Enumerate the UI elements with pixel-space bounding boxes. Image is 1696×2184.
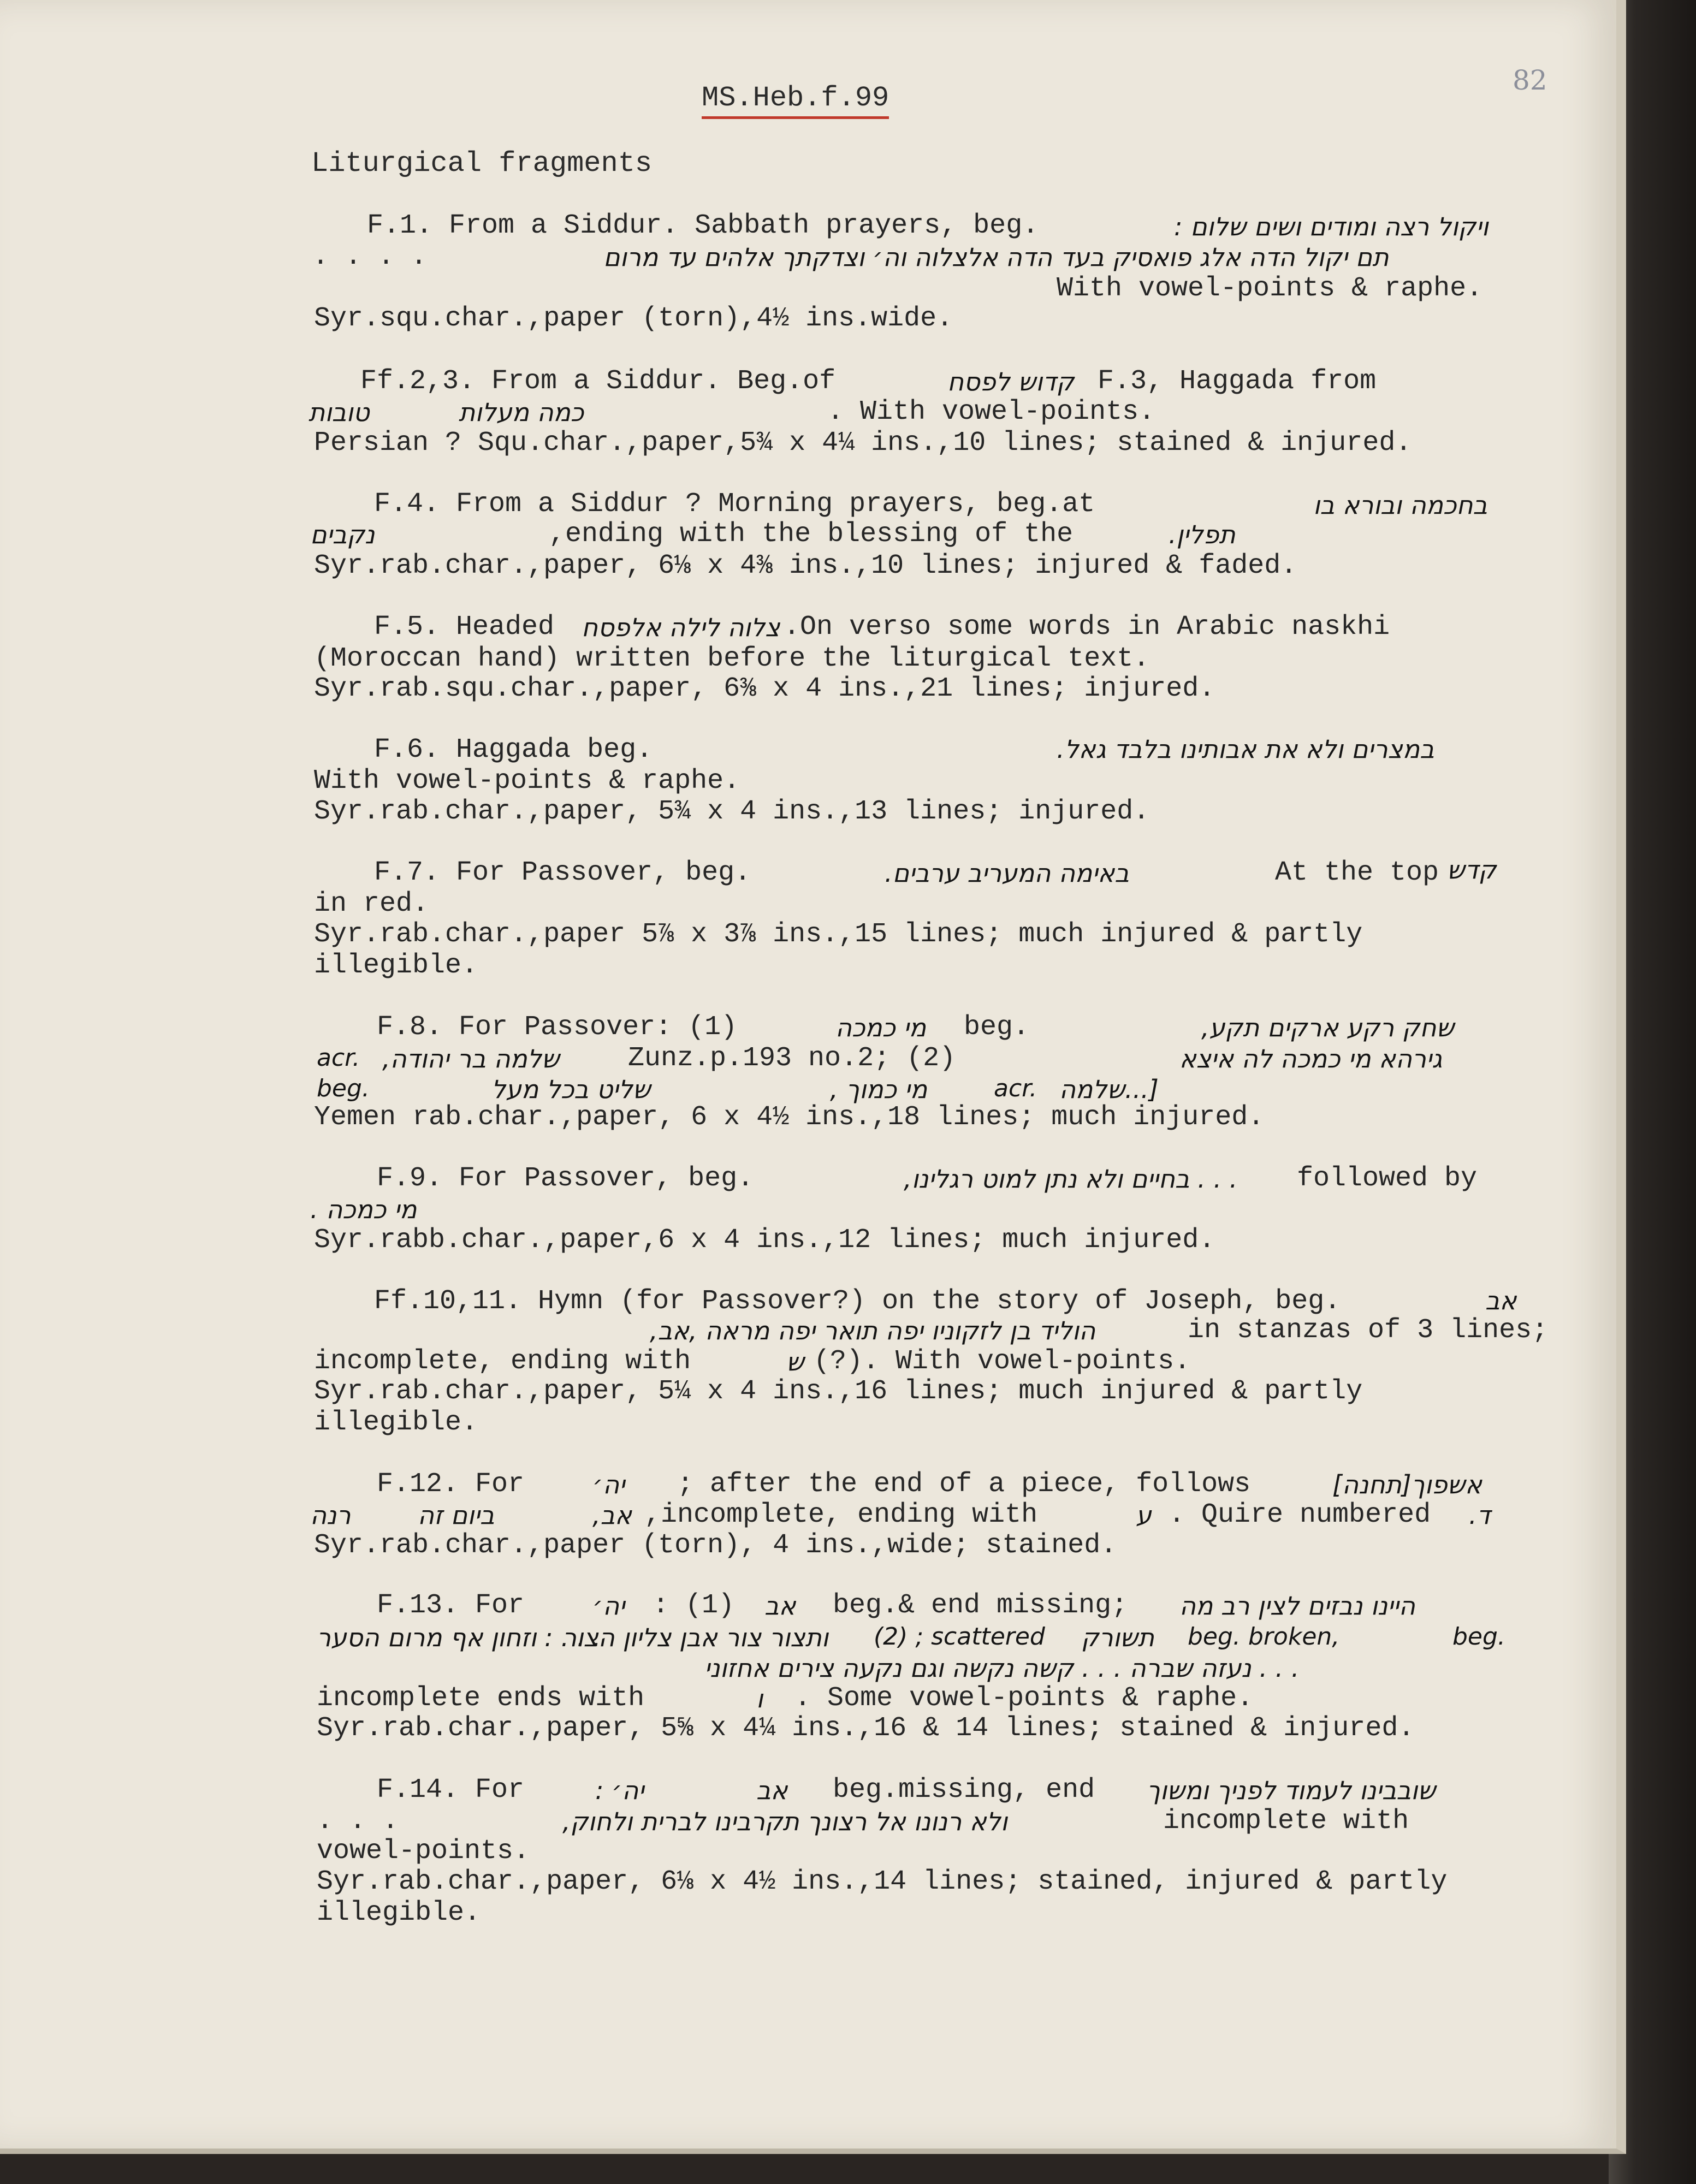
entry-f1-hebrew1: ויקול רצה ומודים ושים שלום : xyxy=(1174,212,1489,241)
entry-f6-hebrew1: במצרים ולא את אבותינו בלבד גאל. xyxy=(1057,734,1434,764)
entry-f12-line1a: F.12. For xyxy=(377,1469,525,1500)
entry-f12-hebrew5: אב, xyxy=(592,1500,632,1530)
entry-f23-line1b: F.3, Haggada from xyxy=(1098,366,1377,397)
entry-f13-line1c: beg.& end missing; xyxy=(833,1590,1128,1621)
entry-f12-hebrew7: ד. xyxy=(1469,1500,1491,1530)
entry-f12-line3: Syr.rab.char.,paper (torn), 4 ins.,wide; stained. xyxy=(314,1530,1117,1561)
entry-f14-dots: . . . xyxy=(317,1806,399,1837)
entry-f9-line2: Syr.rabb.char.,paper,6 x 4 ins.,12 lines; much injured. xyxy=(314,1225,1215,1256)
entry-f1011-line4: Syr.rab.char.,paper, 5¼ x 4 ins.,16 lines; much injured & partly xyxy=(314,1376,1363,1407)
entry-f12-hebrew6: ע xyxy=(1136,1500,1152,1530)
entry-f1011-line5: illegible. xyxy=(314,1407,478,1438)
entry-f8-line1a: F.8. For Passover: (1) xyxy=(377,1012,738,1043)
entry-f14-line5: illegible. xyxy=(317,1897,481,1928)
entry-f4-hebrew1: בחכמה ובורא בו xyxy=(1313,490,1488,520)
entry-f23-line2: . With vowel-points. xyxy=(827,396,1155,428)
entry-f9-hebrew1: . . . בחיים ולא נתן למוט רגלינו, xyxy=(904,1164,1238,1194)
entry-f13-hebrew2: אב xyxy=(764,1591,796,1621)
entry-f13-hebrew7: . . . נעזה שברה . . . קשה נקשה וגם נקעה צירים אחזוני xyxy=(704,1653,1300,1683)
entry-f4-line3: Syr.rab.char.,paper, 6⅛ x 4⅜ ins.,10 lines; injured & faded. xyxy=(314,550,1297,581)
entry-f12-hebrew1: יה׳ xyxy=(592,1470,625,1499)
entry-f7-line1b: At the top xyxy=(1275,857,1439,888)
entry-f13-line1a: F.13. For xyxy=(377,1590,525,1621)
entry-f14-hebrew4: ולא רנונו אל רצונך תקרבינו לברית ולחוק, xyxy=(562,1807,1008,1836)
entry-f7-line3: Syr.rab.char.,paper 5⅞ x 3⅞ ins.,15 lines; much injured & partly xyxy=(314,919,1363,950)
entry-f7-hebrew2: קדש xyxy=(1447,855,1497,885)
entry-f1011-hebrew3: ש xyxy=(786,1347,804,1376)
entry-f12-hebrew4: ביום זה xyxy=(418,1500,495,1530)
entry-f8-hebrew7: [...שלמה xyxy=(1059,1075,1159,1104)
entry-f14-line1b: beg.missing, end xyxy=(833,1775,1095,1806)
entry-f6-line2: With vowel-points & raphe. xyxy=(314,765,740,797)
entry-f13-note3: beg. xyxy=(1452,1623,1505,1651)
entry-f13-note1: (2) ; scattered xyxy=(874,1623,1045,1651)
entry-f13-note2: beg. broken, xyxy=(1188,1623,1340,1651)
entry-f1011-line1: Ff.10,11. Hymn (for Passover?) on the story of Joseph, beg. xyxy=(374,1286,1341,1317)
entry-f13-hebrew5: ותצור צור אבן צליון הצור xyxy=(562,1623,829,1652)
entry-f6-line1: F.6. Haggada beg. xyxy=(374,734,653,765)
entry-f23-line1a: Ff.2,3. From a Siddur. Beg.of xyxy=(360,366,836,397)
entry-f14-hebrew1: יה׳ : xyxy=(595,1776,644,1805)
entry-f5-line2: (Moroccan hand) written before the liturgical text. xyxy=(314,643,1150,674)
entry-f13-hebrew1: יה׳ xyxy=(592,1591,625,1621)
entry-f14-hebrew2: אב xyxy=(756,1776,788,1805)
entry-f1-line1: F.1. From a Siddur. Sabbath prayers, beg. xyxy=(367,210,1039,241)
entry-f14-line3: vowel-points. xyxy=(317,1836,530,1867)
entry-f7-hebrew1: באימה המעריב ערבים. xyxy=(885,858,1129,888)
entry-f12-line1b: ; after the end of a piece, follows xyxy=(677,1469,1251,1500)
entry-f4-hebrew2: נקבים xyxy=(310,520,375,549)
entry-f5-line3: Syr.rab.squ.char.,paper, 6⅜ x 4 ins.,21 lines; injured. xyxy=(314,673,1215,704)
entry-f13-line3: Syr.rab.char.,paper, 5⅝ x 4¼ ins.,16 & 14 lines; stained & injured. xyxy=(317,1713,1415,1744)
entry-f23-hebrew1: קדוש לפסח xyxy=(947,367,1075,396)
entry-f1-line4: Syr.squ.char.,paper (torn),4½ ins.wide. xyxy=(314,303,953,334)
entry-f12-line2b: . Quire numbered xyxy=(1169,1499,1431,1530)
entry-f13-hebrew8: ו xyxy=(756,1684,763,1713)
entry-f8-line3: Yemen rab.char.,paper, 6 x 4½ ins.,18 lines; much injured. xyxy=(314,1102,1265,1133)
entry-f9-line1b: followed by xyxy=(1297,1163,1478,1194)
section-heading: Liturgical fragments xyxy=(311,147,653,180)
entry-f13-line2b: . Some vowel-points & raphe. xyxy=(794,1683,1254,1714)
entry-f4-line2a: ,ending with the blessing of the xyxy=(549,519,1074,550)
entry-f5-line1b: .On verso some words in Arabic naskhi xyxy=(784,612,1390,643)
entry-f1011-line3a: incomplete, ending with xyxy=(314,1346,691,1377)
entry-f4-line1: F.4. From a Siddur ? Morning prayers, beg.at xyxy=(374,489,1095,520)
entry-f13-hebrew4: . . . : וזחון אף מרום הסער xyxy=(317,1623,601,1652)
entry-f14-line4: Syr.rab.char.,paper, 6⅛ x 4½ ins.,14 lines; stained, injured & partly xyxy=(317,1866,1448,1897)
entry-f5-hebrew1: צלוה לילה אלפסח xyxy=(582,613,780,642)
entry-f13-line2a: incomplete ends with xyxy=(317,1683,645,1714)
entry-f8-acr1: acr. xyxy=(317,1044,360,1072)
entry-f12-hebrew3: רנה xyxy=(310,1500,351,1530)
entry-f12-hebrew2: אשפוך[תחנה] xyxy=(1332,1470,1482,1499)
entry-f5-line1a: F.5. Headed xyxy=(374,612,555,643)
entry-f8-beg: beg. xyxy=(317,1075,370,1102)
entry-f8-acr2: acr. xyxy=(994,1075,1037,1102)
entry-f1-dots: . . . . xyxy=(312,241,428,272)
entry-f1011-line2: in stanzas of 3 lines; xyxy=(1188,1315,1549,1346)
entry-f8-hebrew5: שליט בכל מעל xyxy=(491,1075,651,1104)
entry-f8-hebrew6: מי כמוך , xyxy=(830,1075,928,1104)
entry-f4-hebrew3: תפלין. xyxy=(1169,520,1236,549)
entry-f13-hebrew6: תשורק xyxy=(1081,1623,1154,1652)
entry-f9-hebrew2: מי כמכה . xyxy=(310,1195,417,1224)
entry-f23-hebrew2a: טובות xyxy=(309,397,370,427)
entry-f1-hebrew2: תם יקול הדה אלג פואסיק בעד הדה אלצלוה וה׳ וצדקתך אלהים עד מרום xyxy=(603,242,1389,272)
entry-f13-hebrew3: היינו נבזים לצין רב מה xyxy=(1179,1591,1415,1621)
folio-number: 82 xyxy=(1513,64,1547,96)
entry-f9-line1: F.9. For Passover, beg. xyxy=(377,1163,754,1194)
entry-f8-hebrew3: שלמה בר יהודה, xyxy=(382,1044,560,1073)
entry-f13-line1b: : (1) xyxy=(653,1590,735,1621)
entry-f8-line2: Zunz.p.193 no.2; (2) xyxy=(628,1043,956,1074)
entry-f14-line2: incomplete with xyxy=(1163,1806,1409,1837)
entry-f23-hebrew2b: כמה מעלות xyxy=(459,397,584,427)
entry-f7-line1: F.7. For Passover, beg. xyxy=(374,857,751,888)
entry-f23-line3: Persian ? Squ.char.,paper,5¾ x 4¼ ins.,10 lines; stained & injured. xyxy=(314,428,1412,459)
shelfmark-title: MS.Heb.f.99 xyxy=(702,82,889,119)
entry-f1011-line3b: (?). With vowel-points. xyxy=(814,1346,1191,1377)
entry-f1-line3: With vowel-points & raphe. xyxy=(1057,273,1483,304)
entry-f6-line3: Syr.rab.char.,paper, 5¾ x 4 ins.,13 lines; injured. xyxy=(314,796,1150,827)
entry-f8-hebrew2: שחק רקע ארקים תקע, xyxy=(1201,1013,1454,1042)
entry-f7-line4: illegible. xyxy=(314,950,478,981)
entry-f8-hebrew4: גירהא מי כמכה לה איצא xyxy=(1179,1044,1443,1073)
entry-f1011-hebrew2: הוליד בן לזקוניו יפה תואר יפה מראה ,אב, xyxy=(650,1316,1096,1345)
entry-f8-hebrew1: מי כמכה xyxy=(835,1013,927,1042)
entry-f14-hebrew3: שובבינו לעמוד לפניך ומשוך xyxy=(1147,1776,1436,1805)
entry-f12-line2a: ,incomplete, ending with xyxy=(644,1499,1038,1530)
entry-f7-line2: in red. xyxy=(314,888,429,919)
entry-f8-line1b: beg. xyxy=(964,1012,1030,1043)
entry-f1011-hebrew1: אב xyxy=(1485,1286,1517,1315)
entry-f14-line1a: F.14. For xyxy=(377,1775,525,1806)
